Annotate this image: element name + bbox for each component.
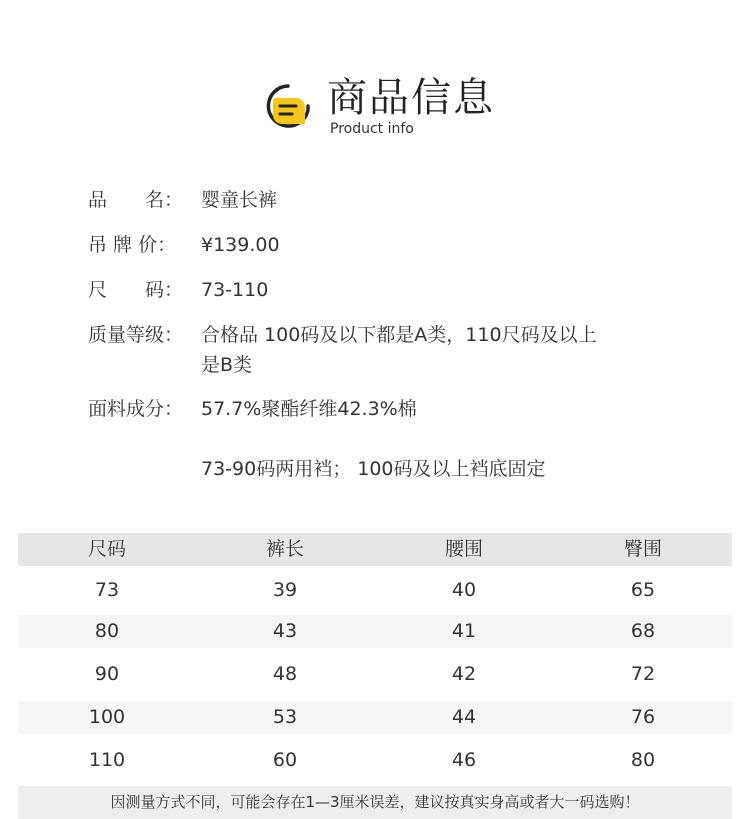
table-row (18, 744, 732, 777)
table-cell: 100 (88, 706, 126, 728)
table-cell: 48 (272, 663, 298, 685)
table-cell: 80 (94, 620, 120, 642)
product-info-header (0, 0, 750, 160)
table-row (18, 615, 732, 648)
table-cell: 73 (94, 579, 120, 601)
table-cell: 43 (272, 620, 298, 642)
info-value: ¥139.00 (201, 234, 280, 256)
page-subtitle: Product info (330, 121, 414, 137)
document-list-icon (262, 80, 314, 132)
table-cell: 80 (630, 749, 656, 771)
table-cell: 40 (451, 579, 477, 601)
table-cell: 72 (630, 663, 656, 685)
table-cell: 46 (451, 749, 477, 771)
table-cell: 41 (451, 620, 477, 642)
info-label: 吊 牌 价： (88, 234, 177, 256)
table-header-cell: 臀围 (623, 538, 662, 560)
info-value: 57.7%聚酯纤维42.3%棉 (201, 398, 417, 420)
table-row (18, 658, 732, 691)
table-cell: 53 (272, 706, 298, 728)
table-header-cell: 腰围 (444, 538, 483, 560)
info-value-line: 是B类 (201, 354, 253, 376)
table-header-cell: 裤长 (265, 538, 304, 560)
info-value: 婴童长裤 (201, 189, 278, 211)
table-header-cell: 尺码 (87, 538, 126, 560)
info-value-line: 合格品 100码及以下都是A类，110尺码及以上 (201, 324, 597, 346)
info-label: 品 名： (88, 189, 184, 211)
info-label: 质量等级： (88, 324, 184, 346)
table-cell: 68 (630, 620, 656, 642)
table-row (18, 701, 732, 734)
table-header-row (18, 533, 732, 566)
info-note: 73-90码两用裆； 100码及以上裆底固定 (201, 458, 546, 480)
table-cell: 90 (94, 663, 120, 685)
table-cell: 76 (630, 706, 656, 728)
table-cell: 60 (272, 749, 298, 771)
info-value (201, 320, 671, 380)
table-cell: 39 (272, 579, 298, 601)
measurement-disclaimer: 因测量方式不同，可能会存在1—3厘米误差，建议按真实身高或者大一码选购！ (18, 786, 732, 819)
table-cell: 42 (451, 663, 477, 685)
table-cell: 110 (88, 749, 126, 771)
page-title: 商品信息 (327, 75, 495, 121)
table-cell: 65 (630, 579, 656, 601)
table-row (18, 574, 732, 607)
info-label: 面料成分： (88, 398, 184, 420)
info-value: 73-110 (201, 279, 269, 301)
table-cell: 44 (451, 706, 477, 728)
info-label: 尺 码： (88, 279, 184, 301)
